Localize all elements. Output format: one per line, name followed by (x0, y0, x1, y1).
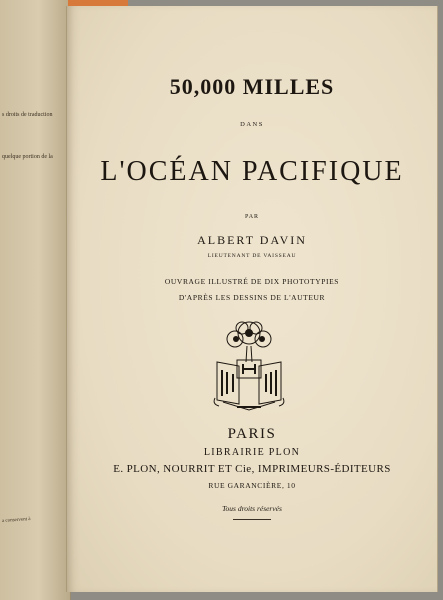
title-line-2: L'OCÉAN PACIFIQUE (100, 156, 404, 187)
title-page (66, 6, 438, 592)
rights-notice: Tous droits réservés (222, 504, 282, 513)
left-page-text-fragment: quelque portion de la (2, 154, 53, 160)
publisher-city: PARIS (227, 426, 277, 442)
title-line-1: 50,000 MILLES (169, 74, 335, 99)
divider-rule (233, 519, 271, 520)
by-line: PAR (244, 214, 260, 220)
printer-line: E. PLON, NOURRIT ET Cie, IMPRIMEURS-ÉDITEURS (113, 463, 391, 475)
left-page-text-fragment: a conservent à (1, 517, 31, 524)
illustration-note-1: OUVRAGE ILLUSTRÉ DE DIX PHOTOTYPIES (164, 277, 340, 286)
publisher-emblem-icon (209, 318, 289, 414)
author-rank: LIEUTENANT DE VAISSEAU (207, 253, 297, 259)
title-connector: DANS (240, 121, 264, 128)
left-page-text-fragment: s droits de traduction (2, 112, 53, 118)
publisher-address: RUE GARANCIÈRE, 10 (208, 481, 296, 490)
illustration-note-2: D'APRÈS LES DESSINS DE L'AUTEUR (178, 293, 326, 302)
publisher-name: LIBRAIRIE PLON (203, 447, 301, 458)
author-name: ALBERT DAVIN (197, 233, 307, 247)
left-page (0, 0, 71, 600)
